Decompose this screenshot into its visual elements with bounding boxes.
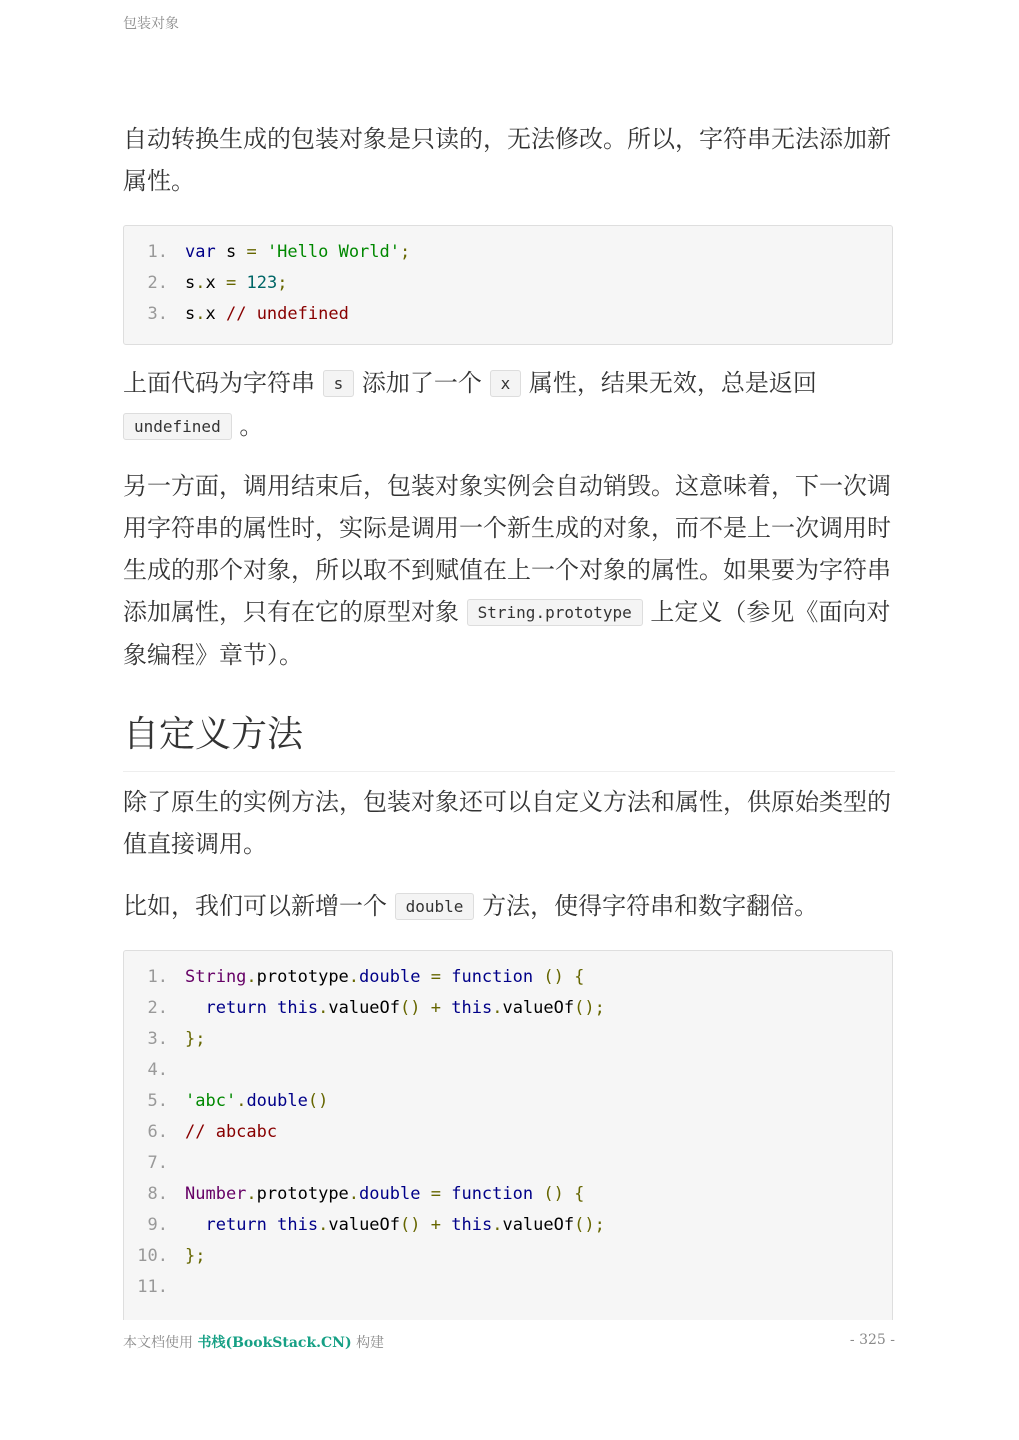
- paragraph-readonly: 自动转换生成的包装对象是只读的，无法修改。所以，字符串无法添加新属性。: [123, 125, 891, 195]
- code-line: [124, 1148, 892, 1179]
- code-token: this: [277, 998, 319, 1018]
- line-number: 7.: [147, 1153, 168, 1173]
- line-number: 5.: [147, 1091, 168, 1111]
- line-number: 2.: [147, 998, 168, 1018]
- code-line: [124, 962, 892, 993]
- code-token: valueOf: [328, 1215, 401, 1235]
- line-number: 10.: [137, 1246, 168, 1266]
- code-token: [564, 1184, 574, 1204]
- code-token: double: [359, 1184, 421, 1204]
- code-line: [124, 1024, 892, 1055]
- code-token: +: [430, 1215, 441, 1235]
- code-token: (): [543, 967, 564, 987]
- code-line: [124, 1055, 892, 1086]
- code-token: [267, 998, 277, 1018]
- code-token: (): [307, 1091, 329, 1111]
- code-token: String: [185, 967, 247, 987]
- code-token: [185, 998, 205, 1018]
- code-token: [564, 967, 574, 987]
- paragraph-code-explanation-wrapper: [123, 362, 895, 448]
- code-token: {: [574, 1184, 585, 1204]
- text-fragment: 属性，结果无效，总是返回: [528, 369, 817, 397]
- code-line: [124, 1241, 892, 1272]
- line-number: 3.: [147, 1029, 168, 1049]
- text-fragment: 上面代码为字符串: [123, 369, 315, 397]
- code-token: =: [246, 242, 257, 262]
- code-token: =: [430, 1184, 441, 1204]
- code-token: (): [400, 1215, 421, 1235]
- paragraph-double-example: [123, 885, 895, 928]
- code-token: valueOf: [328, 998, 401, 1018]
- code-token: [441, 1184, 451, 1204]
- code-line: [124, 1086, 892, 1117]
- paragraph-custom-methods-wrapper: [123, 781, 895, 865]
- footer-brand-link[interactable]: 书栈(BookStack.CN): [197, 1335, 352, 1351]
- code-token: .: [236, 1091, 247, 1111]
- running-header: 包装对象: [123, 16, 179, 32]
- code-token: =: [225, 273, 237, 293]
- code-token: valueOf: [502, 1215, 575, 1235]
- code-block-string-assign: [123, 225, 893, 345]
- code-token: prototype: [256, 1184, 349, 1204]
- code-token: };: [185, 1029, 206, 1049]
- line-number: 3.: [147, 304, 168, 324]
- section-heading: 自定义方法: [123, 706, 895, 772]
- code-token: [420, 967, 430, 987]
- code-token: var: [185, 242, 216, 262]
- code-token: .: [348, 967, 360, 987]
- code-token: function: [451, 1184, 534, 1204]
- footer-credit: [123, 1332, 384, 1352]
- line-number: 1.: [147, 967, 168, 987]
- code-token: s: [185, 273, 196, 293]
- code-line: [124, 1272, 892, 1303]
- code-line: [124, 237, 892, 268]
- code-token: ;: [277, 273, 288, 293]
- code-token: // undefined: [225, 304, 349, 324]
- line-number: 2.: [147, 273, 168, 293]
- code-token: .: [318, 1215, 329, 1235]
- code-token: .: [195, 273, 206, 293]
- code-token: this: [277, 1215, 319, 1235]
- code-token: 'abc': [185, 1091, 237, 1111]
- code-token: .: [492, 1215, 503, 1235]
- text-fragment: 方法，使得字符串和数字翻倍。: [482, 892, 819, 920]
- code-block-double-method: [123, 950, 893, 1320]
- code-token: .: [246, 967, 257, 987]
- text-fragment: 另一方面，调用结束后，包装对象实例会自动销毁。这意味着，下一次调用字符串的属性时，实际是调用一个新生成的对象，而不是上一次调用时生成的那个对象，所以取不到赋值在上一个对象的属性。如果要为字符串添加属性，只有在它的原型对象: [123, 472, 891, 626]
- code-token: [441, 998, 451, 1018]
- code-token: double: [246, 1091, 308, 1111]
- paragraph-readonly-wrapper: [123, 118, 895, 202]
- code-token: // abcabc: [185, 1122, 278, 1142]
- code-token: 'Hello World': [266, 242, 400, 262]
- code-line: [124, 1117, 892, 1148]
- footer-suffix: 构建: [356, 1335, 385, 1351]
- code-token: Number: [185, 1184, 247, 1204]
- inline-code-s: s: [323, 370, 355, 397]
- text-fragment: 添加了一个: [361, 369, 482, 397]
- code-token: [421, 1215, 431, 1235]
- code-token: x: [205, 304, 226, 324]
- page-number: - 325 -: [849, 1332, 895, 1348]
- line-number: 1.: [147, 242, 168, 262]
- code-token: (): [543, 1184, 564, 1204]
- code-token: this: [451, 998, 493, 1018]
- inline-code-x: x: [490, 370, 522, 397]
- code-token: {: [574, 967, 585, 987]
- code-token: +: [430, 998, 441, 1018]
- code-token: .: [348, 1184, 360, 1204]
- code-token: [533, 967, 543, 987]
- code-token: [257, 242, 267, 262]
- code-token: [185, 1215, 205, 1235]
- code-line: [124, 1179, 892, 1210]
- code-token: };: [185, 1246, 206, 1266]
- text-fragment: 比如，我们可以新增一个: [123, 892, 387, 920]
- footer-prefix: 本文档使用: [123, 1335, 193, 1351]
- paragraph-code-explanation: [123, 362, 895, 448]
- code-token: .: [246, 1184, 257, 1204]
- code-token: return: [205, 998, 267, 1018]
- line-number: 8.: [147, 1184, 168, 1204]
- code-token: .: [195, 304, 206, 324]
- text-fragment: 上定义（参见《面向对象编程》章节）。: [123, 598, 891, 669]
- inline-code-double: double: [395, 893, 475, 920]
- paragraph-double-example-wrapper: [123, 885, 895, 928]
- code-token: function: [451, 967, 534, 987]
- code-token: (): [400, 998, 421, 1018]
- code-token: ;: [400, 242, 411, 262]
- code-token: [421, 998, 431, 1018]
- code-token: ();: [574, 998, 605, 1018]
- code-line: [124, 299, 892, 330]
- code-line: [124, 268, 892, 299]
- inline-code-string-prototype: String.prototype: [467, 599, 643, 626]
- paragraph-instance-destroy: [123, 465, 895, 676]
- code-token: [267, 1215, 277, 1235]
- code-line: [124, 993, 892, 1024]
- code-token: this: [451, 1215, 493, 1235]
- line-number: 9.: [147, 1215, 168, 1235]
- code-token: [533, 1184, 543, 1204]
- code-token: [441, 1215, 451, 1235]
- code-token: [441, 967, 451, 987]
- paragraph-instance-destroy-wrapper: [123, 465, 895, 676]
- line-number: 11.: [137, 1277, 168, 1297]
- code-token: 123: [246, 273, 278, 293]
- code-token: s: [185, 304, 196, 324]
- code-token: [236, 273, 246, 293]
- code-token: valueOf: [502, 998, 575, 1018]
- code-token: =: [430, 967, 441, 987]
- line-number: 4.: [147, 1060, 168, 1080]
- code-token: .: [318, 998, 329, 1018]
- code-token: s: [215, 242, 247, 262]
- inline-code-undefined: undefined: [123, 413, 232, 440]
- code-line: [124, 1210, 892, 1241]
- text-fragment: 。: [239, 412, 264, 440]
- code-token: prototype: [256, 967, 349, 987]
- line-number: 6.: [147, 1122, 168, 1142]
- code-token: x: [205, 273, 226, 293]
- code-token: ();: [574, 1215, 605, 1235]
- paragraph-custom-methods: 除了原生的实例方法，包装对象还可以自定义方法和属性，供原始类型的值直接调用。: [123, 788, 891, 858]
- code-token: .: [492, 998, 503, 1018]
- code-token: [420, 1184, 430, 1204]
- code-token: return: [205, 1215, 267, 1235]
- code-token: double: [359, 967, 421, 987]
